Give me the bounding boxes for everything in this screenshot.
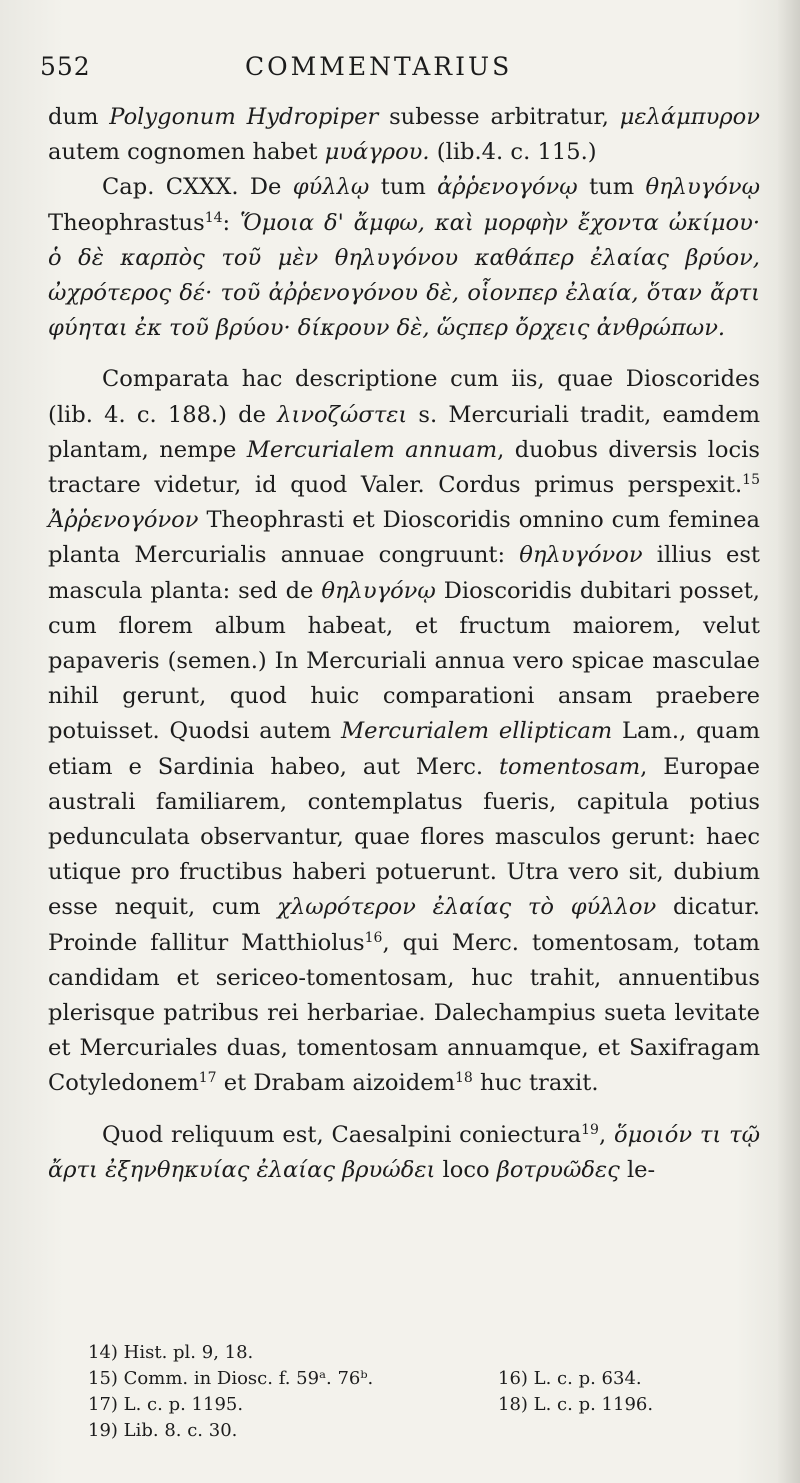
footnote-line xyxy=(88,1418,728,1444)
footnote-entry: 19) Lib. 8. c. 30. xyxy=(88,1420,238,1441)
running-head: COMMENTARIUS xyxy=(245,52,513,81)
text-run: Dioscoridis dubitari posset, cum florem album habeat, et fructum maiorem, velut papaveris (semen.) In Mercuriali annua vero spicae masculae nihil gerunt, quod huic comparationi ansam praebere potuisset. Quodsi autem xyxy=(48,577,760,745)
footnote-entry xyxy=(498,1418,718,1444)
italic-text: Mercurialem annuam xyxy=(246,436,498,463)
text-run: s. Mercuriali tradit, eamdem plantam, nempe xyxy=(48,401,760,463)
greek-text: θηλυγόνον xyxy=(519,542,643,569)
page-number: 552 xyxy=(40,52,91,81)
footnote-entry xyxy=(498,1340,718,1366)
paragraph-quod-reliquum xyxy=(48,1118,760,1188)
greek-text: λινοζώστει xyxy=(277,401,408,428)
text-run: , xyxy=(598,1121,614,1148)
footnote-entry: 16) L. c. p. 634. xyxy=(498,1368,642,1389)
text-run: Theophrastus xyxy=(48,209,205,236)
footnote-entry: 14) Hist. pl. 9, 18. xyxy=(88,1342,254,1363)
text-run: Quod reliquum est, Caesalpini coniectura xyxy=(102,1121,582,1148)
text-run: Cap. CXXX. De xyxy=(102,174,293,201)
text-run: illius est mascula planta: sed de xyxy=(48,542,760,604)
text-run: Comparata hac descriptione cum iis, quae Dioscorides (lib. 4. c. 188.) de xyxy=(48,366,760,428)
greek-text: μυάγρου. xyxy=(324,139,430,166)
greek-text: βοτρυῶδες xyxy=(496,1156,620,1183)
footnote-line xyxy=(88,1392,728,1418)
footnote-line xyxy=(88,1366,728,1392)
greek-text: φύλλῳ xyxy=(292,174,370,201)
footnote-ref: 14 xyxy=(204,209,223,226)
text-run: tum xyxy=(369,174,438,201)
text-run: , qui Merc. tomentosam, totam candidam et sericeo-tomentosam, huc trahit, annuentibus plerisque patribus rei herbariae. Dalechampius sueta levitate et Mercuriales duas, tomentosam annuamque, et Saxifragam Cotyledonem xyxy=(48,929,760,1097)
footnote-entry: 18) L. c. p. 1196. xyxy=(498,1394,654,1415)
text-run: le- xyxy=(619,1156,656,1183)
text-run: dum xyxy=(48,104,110,130)
greek-text: θηλυγόνῳ xyxy=(321,577,436,604)
text-run: Lam., quam etiam e Sardinia habeo, aut Merc. xyxy=(48,718,760,780)
greek-text: Ὅμοια δ' ἄμφω, καὶ μορφὴν ἔχοντα ὠκίμου· ὁ δὲ καρπὸς τοῦ μὲν θηλυγόνου καθάπερ ἐλαίας βρύον, ὠχρότερος δέ· τοῦ ἀῤῥενογόνου δὲ, οἷονπερ ἐλαία, ὅταν ἄρτι φύηται ἐκ τοῦ βρύου· δίκρουν δὲ, ὥςπερ ὄρχεις ἀνθρώπων. xyxy=(48,209,761,342)
text-run: : xyxy=(222,209,240,236)
footnote-ref: 17 xyxy=(198,1070,217,1087)
greek-text: ὅμοιόν τι τῷ ἄρτι ἐξηνθηκυίας ἐλαίας βρυώδει xyxy=(48,1121,761,1183)
greek-text: χλωρότερον ἐλαίας τὸ φύλλον xyxy=(277,894,657,921)
greek-text: ἀῤῥενογόνῳ xyxy=(437,174,578,201)
text-run: (lib.4. c. 115.) xyxy=(429,139,597,166)
text-run: Theophrasti et Dioscoridis omnino cum feminea planta Mercurialis annuae congruunt: xyxy=(48,507,760,569)
footnote-separator xyxy=(48,1316,760,1317)
footnote-entry: 17) L. c. p. 1195. xyxy=(88,1394,244,1415)
paragraph-continuation xyxy=(48,100,760,170)
footnote-entry: 15) Comm. in Diosc. f. 59ᵃ. 76ᵇ. xyxy=(88,1368,374,1389)
text-run: , duobus diversis locis tractare videtur, id quod Valer. Cordus primus perspexit. xyxy=(48,436,760,499)
italic-text: Polygonum Hydropiper xyxy=(109,104,379,130)
italic-text: Mercurialem ellipticam xyxy=(341,718,613,745)
footnotes xyxy=(88,1340,728,1444)
text-run: dicatur. Proinde fallitur Matthiolus xyxy=(48,894,760,956)
body-text xyxy=(48,100,760,1188)
footnote-ref: 19 xyxy=(581,1121,599,1138)
text-run: tum xyxy=(577,174,646,201)
greek-text: μελάμπυρον xyxy=(619,104,761,130)
text-run: autem cognomen habet xyxy=(48,139,325,166)
greek-text: Ἀῤῥενογόνον xyxy=(48,507,199,534)
footnote-ref: 18 xyxy=(455,1070,473,1087)
page-spine-shadow xyxy=(778,0,800,1483)
text-run: et Drabam aizoidem xyxy=(216,1070,456,1097)
footnote-ref: 16 xyxy=(364,929,383,946)
italic-text: tomentosam xyxy=(498,753,641,780)
greek-text: θηλυγόνῳ xyxy=(645,174,761,201)
footnote-ref: 15 xyxy=(742,472,760,489)
paragraph-cap-cxxx xyxy=(48,170,760,346)
footnote-line xyxy=(88,1340,728,1366)
page-header xyxy=(40,52,760,86)
text-run: huc traxit. xyxy=(472,1070,599,1097)
text-run: , Europae australi familiarem, contemplatus fueris, capitula potius pedunculata observantur, quae flores masculos gerunt: haec utique pro fructibus haberi potuerunt. Utra vero sit, dubium esse nequit, cum xyxy=(48,753,760,921)
text-run: subesse arbitratur, xyxy=(378,104,620,130)
text-run: loco xyxy=(435,1156,497,1183)
paragraph-comparata xyxy=(48,362,760,1101)
